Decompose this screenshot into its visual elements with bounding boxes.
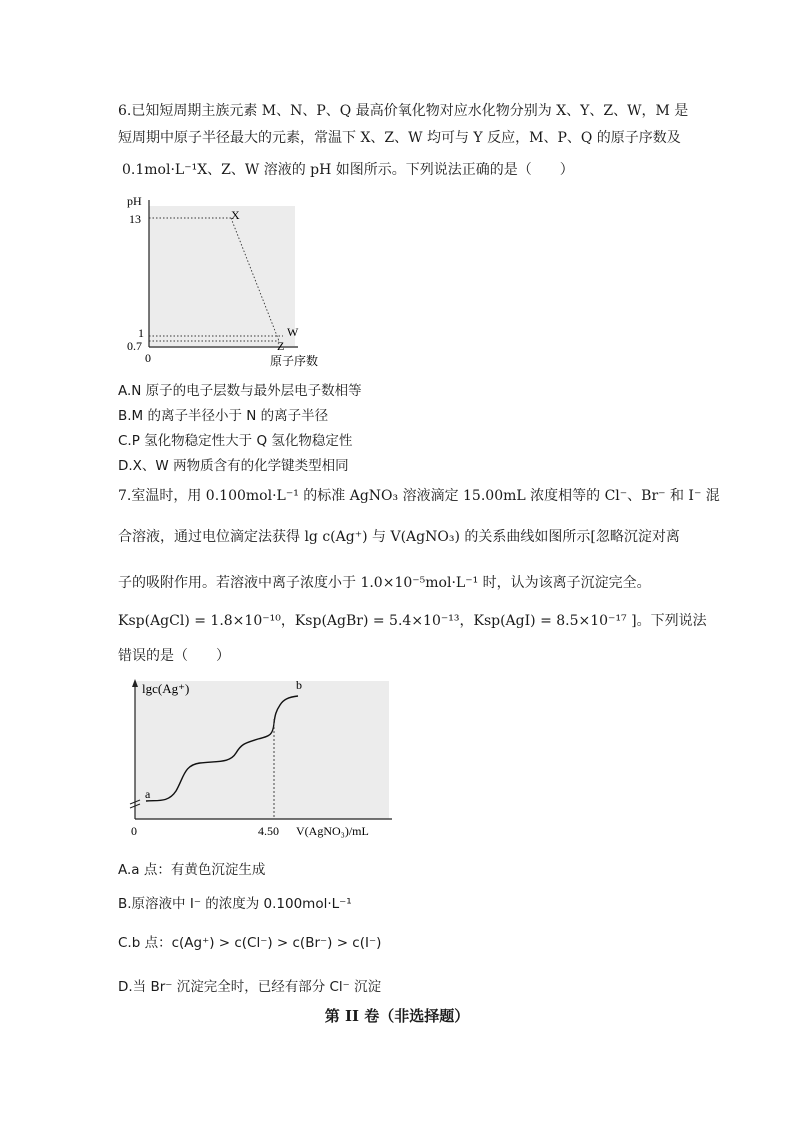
section-title: 第 II 卷（非选择题） xyxy=(324,1007,470,1025)
q6-option-d: D.X、W 两物质含有的化学键类型相同 xyxy=(118,458,349,474)
q6-label-x: X xyxy=(231,208,240,222)
q6-label-z: Z xyxy=(277,339,285,353)
q7-stem-line-5: 错误的是（ ） xyxy=(118,648,230,664)
q7-option-b: B.原溶液中 I⁻ 的浓度为 0.100mol·L⁻¹ xyxy=(118,896,352,912)
q7-tick-4-50: 4.50 xyxy=(258,824,279,838)
q6-x-axis-label: 原子序数 xyxy=(270,354,319,368)
q6-y-axis-label: pH xyxy=(127,194,142,208)
q6-option-b: B.M 的离子半径小于 N 的离子半径 xyxy=(118,408,329,424)
q7-option-c: C.b 点：c(Ag⁺) > c(Cl⁻) > c(Br⁻) > c(I⁻) xyxy=(118,935,382,951)
q7-stem-line-1: 7.室温时，用 0.100mol·L⁻¹ 的标准 AgNO₃ 溶液滴定 15.00mL 浓度相等的 Cl⁻、Br⁻ 和 I⁻ 混 xyxy=(118,488,720,504)
q6-tick-0-7: 0.7 xyxy=(127,339,142,353)
q7-option-d: D.当 Br⁻ 沉淀完全时，已经有部分 Cl⁻ 沉淀 xyxy=(118,979,382,995)
q6-option-c: C.P 氢化物稳定性大于 Q 氢化物稳定性 xyxy=(118,433,353,449)
q6-stem-line-3: 0.1mol·L⁻¹X、Z、W 溶液的 pH 如图所示。下列说法正确的是（ ） xyxy=(122,162,574,178)
q7-origin: 0 xyxy=(131,824,137,838)
q7-stem-line-2: 合溶液，通过电位滴定法获得 lg c(Ag⁺) 与 V(AgNO₃) 的关系曲线如图所示[忽略沉淀对离 xyxy=(118,529,680,545)
q7-titration-figure xyxy=(118,673,408,843)
q7-plot-background xyxy=(135,681,389,819)
q7-y-axis-label: lgc(Ag⁺) xyxy=(142,681,190,696)
q6-tick-1: 1 xyxy=(138,326,144,340)
q6-label-w: W xyxy=(287,325,299,339)
q7-stem-line-3: 子的吸附作用。若溶液中离子浓度小于 1.0×10⁻⁵mol·L⁻¹ 时，认为该离子沉淀完全。 xyxy=(118,575,651,591)
q6-stem-line-1: 6.已知短周期主族元素 M、N、P、Q 最高价氧化物对应水化物分别为 X、Y、Z、W，M 是 xyxy=(118,103,689,119)
q6-plot-background xyxy=(149,206,295,346)
q7-option-a: A.a 点：有黄色沉淀生成 xyxy=(118,862,266,878)
q6-tick-13: 13 xyxy=(129,212,141,226)
q7-stem-line-4: Ksp(AgCl) = 1.8×10⁻¹⁰，Ksp(AgBr) = 5.4×10⁻¹³，Ksp(AgI) = 8.5×10⁻¹⁷ ]。下列说法 xyxy=(118,613,707,629)
q7-x-axis-label: V(AgNO₃)/mL xyxy=(296,824,369,838)
q7-label-b: b xyxy=(296,678,302,692)
q6-stem-line-2: 短周期中原子半径最大的元素，常温下 X、Z、W 均可与 Y 反应，M、P、Q 的原子序数及 xyxy=(118,130,681,146)
q6-option-a: A.N 原子的电子层数与最外层电子数相等 xyxy=(118,383,362,399)
q6-origin: 0 xyxy=(145,351,151,365)
q6-ph-figure xyxy=(118,192,348,372)
q7-label-a: a xyxy=(145,787,151,801)
